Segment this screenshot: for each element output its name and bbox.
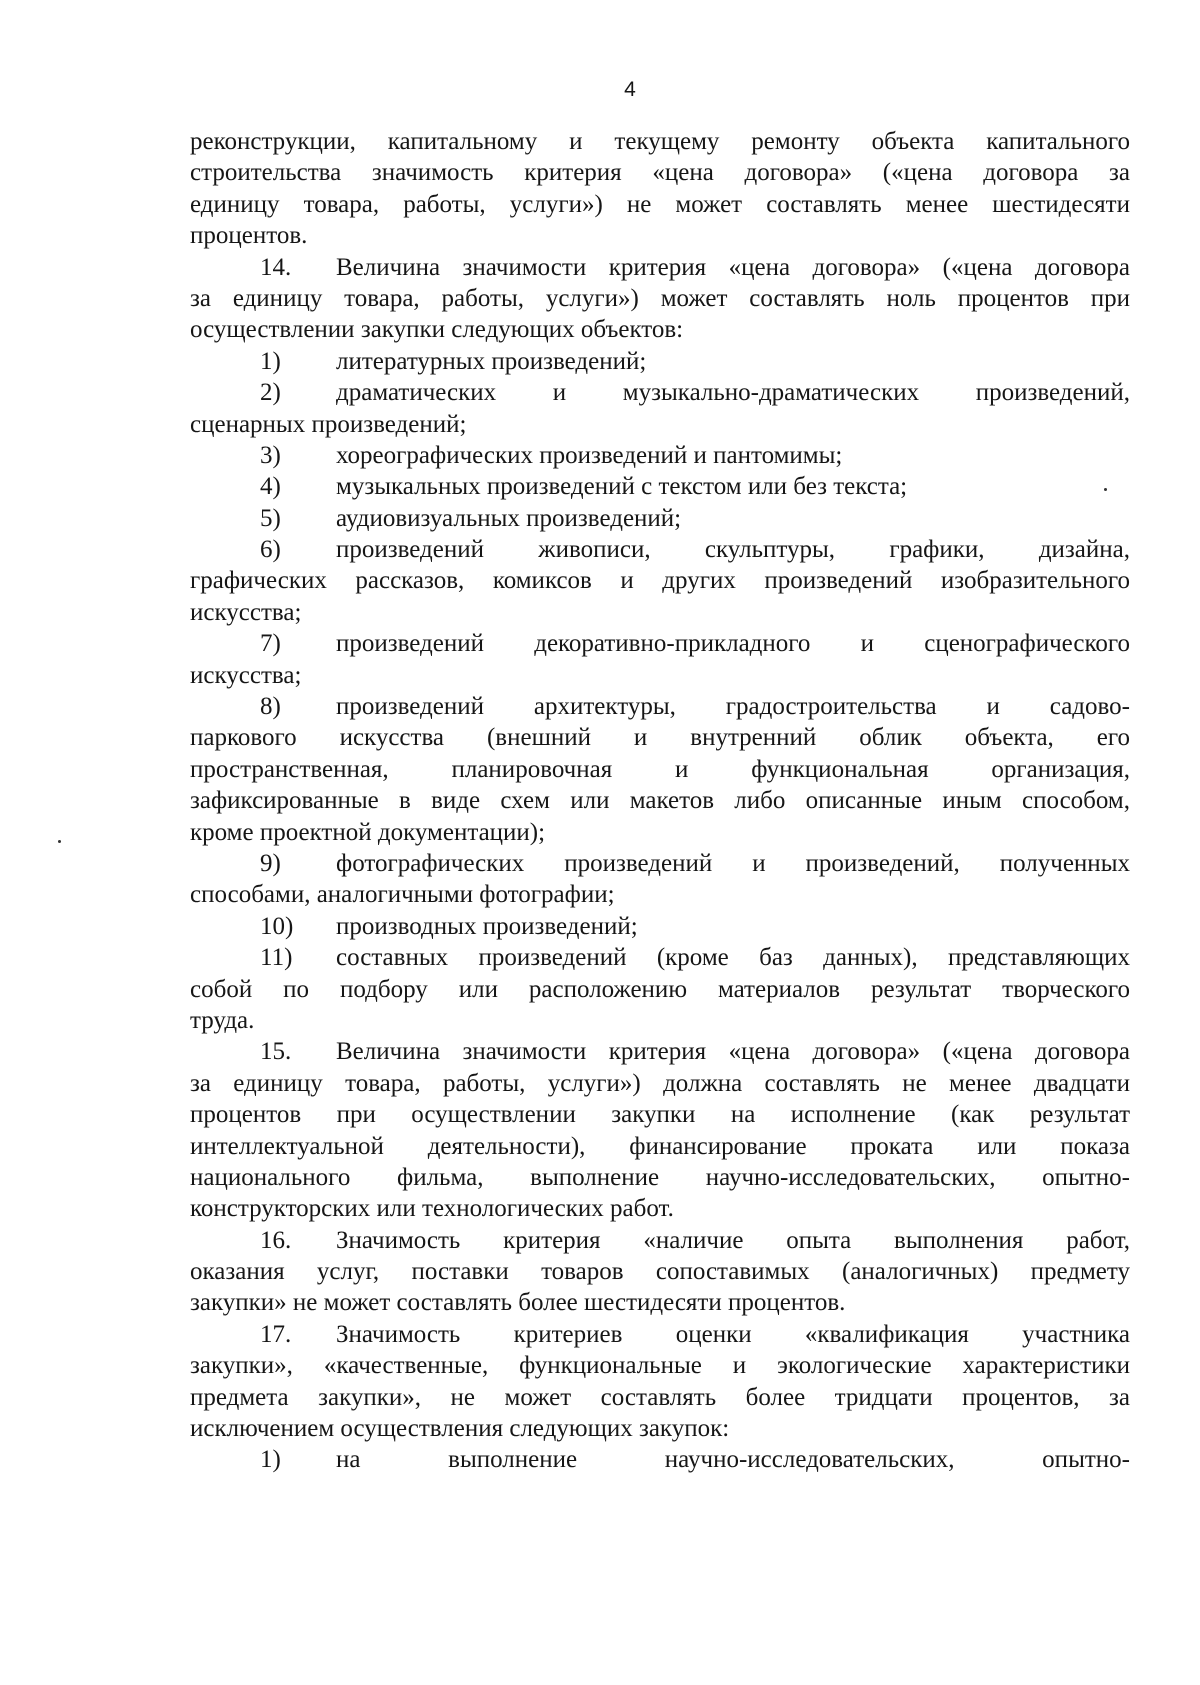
- text-line: [190, 1256, 1130, 1287]
- line-text: искусства;: [190, 598, 302, 626]
- line-text: графических рассказов, комиксов и других произведений изобразительного: [190, 567, 1130, 595]
- line-text: процентов.: [190, 222, 308, 250]
- item-number: 4): [260, 473, 281, 501]
- text-line: [190, 597, 1130, 628]
- item-number: 16.: [260, 1226, 292, 1254]
- text-line: [190, 785, 1130, 816]
- line-text: литературных произведений;: [336, 347, 647, 375]
- line-text: пространственная, планировочная и функциональная организация,: [190, 755, 1130, 783]
- item-number: 11): [260, 944, 293, 972]
- page-number: 4: [624, 78, 636, 101]
- text-line: [190, 1287, 1130, 1318]
- text-line: [190, 565, 1130, 596]
- line-text: произведений архитектуры, градостроительства и садово-: [336, 693, 1130, 721]
- line-text: Значимость критерия «наличие опыта выполнения работ,: [336, 1226, 1130, 1254]
- text-line: [190, 1350, 1130, 1381]
- text-line: [190, 1131, 1130, 1162]
- item-number: 10): [260, 912, 294, 940]
- line-text: оказания услуг, поставки товаров сопоставимых (аналогичных) предмету: [190, 1258, 1130, 1286]
- text-line: [190, 754, 1130, 785]
- text-line: [190, 377, 1130, 408]
- text-line: [190, 1036, 1130, 1067]
- line-text: исключением осуществления следующих закупок:: [190, 1415, 730, 1443]
- text-line: [190, 722, 1130, 753]
- line-text: труда.: [190, 1006, 255, 1034]
- line-text: национального фильма, выполнение научно-исследовательских, опытно-: [190, 1163, 1130, 1191]
- text-line: [190, 660, 1130, 691]
- text-line: [190, 126, 1130, 157]
- line-text: зафиксированные в виде схем или макетов либо описанные иным способом,: [190, 787, 1130, 815]
- text-line: [190, 534, 1130, 565]
- text-line: [190, 1382, 1130, 1413]
- text-line: [190, 1225, 1130, 1256]
- line-text: Значимость критериев оценки «квалификация участника: [336, 1320, 1130, 1348]
- item-number: 7): [260, 630, 281, 658]
- line-text: паркового искусства (внешний и внутренний облик объекта, его: [190, 724, 1130, 752]
- text-line: [190, 879, 1130, 910]
- text-line: [190, 1193, 1130, 1224]
- line-text: предмета закупки», не может составлять более тридцати процентов, за: [190, 1383, 1130, 1411]
- text-line: [190, 1319, 1130, 1350]
- text-line: [190, 314, 1130, 345]
- item-number: 3): [260, 441, 281, 469]
- text-line: [190, 911, 1130, 942]
- item-number: 17.: [260, 1320, 292, 1348]
- text-line: [190, 1099, 1130, 1130]
- line-text: процентов при осуществлении закупки на исполнение (как результат: [190, 1101, 1130, 1129]
- line-text: конструкторских или технологических работ.: [190, 1195, 674, 1223]
- item-number: 14.: [260, 253, 292, 281]
- text-line: [190, 848, 1130, 879]
- text-line: [190, 1005, 1130, 1036]
- text-line: [190, 691, 1130, 722]
- line-text: искусства;: [190, 661, 302, 689]
- line-text: музыкальных произведений с текстом или без текста;: [336, 473, 908, 501]
- text-line: [190, 471, 1130, 502]
- line-text: хореографических произведений и пантомимы;: [336, 441, 843, 469]
- item-number: 1): [260, 347, 281, 375]
- line-text: закупки», «качественные, функциональные и экологические характеристики: [190, 1352, 1130, 1380]
- item-number: 2): [260, 379, 281, 407]
- line-text: кроме проектной документации);: [190, 818, 546, 846]
- line-text: Величина значимости критерия «цена договора» («цена договора: [336, 253, 1130, 281]
- text-line: [190, 252, 1130, 283]
- line-text: производных произведений;: [336, 912, 638, 940]
- text-line: [190, 440, 1130, 471]
- line-text: на выполнение научно-исследовательских, опытно-: [336, 1446, 1130, 1474]
- line-text: сценарных произведений;: [190, 410, 467, 438]
- item-number: 6): [260, 536, 281, 564]
- line-text: за единицу товара, работы, услуги») должна составлять не менее двадцати: [190, 1069, 1130, 1097]
- scan-speck: [58, 840, 61, 843]
- item-number: 9): [260, 849, 281, 877]
- line-text: закупки» не может составлять более шестидесяти процентов.: [190, 1289, 846, 1317]
- line-text: осуществлении закупки следующих объектов:: [190, 316, 684, 344]
- item-number: 5): [260, 504, 281, 532]
- line-text: драматических и музыкально-драматических произведений,: [336, 379, 1130, 407]
- text-line: [190, 1413, 1130, 1444]
- line-text: строительства значимость критерия «цена договора» («цена договора за: [190, 159, 1130, 187]
- text-line: [190, 1444, 1130, 1475]
- item-number: 1): [260, 1446, 281, 1474]
- text-line: [190, 189, 1130, 220]
- line-text: произведений декоративно-прикладного и сценографического: [336, 630, 1130, 658]
- text-line: [190, 1068, 1130, 1099]
- line-text: Величина значимости критерия «цена договора» («цена договора: [336, 1038, 1130, 1066]
- line-text: собой по подбору или расположению материалов результат творческого: [190, 975, 1130, 1003]
- text-line: [190, 409, 1130, 440]
- line-text: аудиовизуальных произведений;: [336, 504, 682, 532]
- text-line: [190, 942, 1130, 973]
- line-text: реконструкции, капитальному и текущему ремонту объекта капитального: [190, 128, 1130, 155]
- line-text: способами, аналогичными фотографии;: [190, 881, 615, 909]
- line-text: за единицу товара, работы, услуги») может составлять ноль процентов при: [190, 284, 1130, 312]
- item-number: 8): [260, 693, 281, 721]
- line-text: интеллектуальной деятельности), финансирование проката или показа: [190, 1132, 1130, 1160]
- line-text: единицу товара, работы, услуги») не может составлять менее шестидесяти: [190, 190, 1130, 218]
- text-line: [190, 974, 1130, 1005]
- line-text: произведений живописи, скульптуры, графики, дизайна,: [336, 536, 1130, 564]
- text-line: [190, 628, 1130, 659]
- line-text: фотографических произведений и произведений, полученных: [336, 849, 1130, 877]
- document-body: [190, 126, 1130, 1476]
- text-line: [190, 220, 1130, 251]
- item-number: 15.: [260, 1038, 292, 1066]
- text-line: [190, 283, 1130, 314]
- text-line: [190, 817, 1130, 848]
- scan-speck: [1104, 488, 1107, 491]
- line-text: составных произведений (кроме баз данных), представляющих: [336, 944, 1130, 972]
- text-line: [190, 157, 1130, 188]
- text-line: [190, 346, 1130, 377]
- text-line: [190, 1162, 1130, 1193]
- text-line: [190, 503, 1130, 534]
